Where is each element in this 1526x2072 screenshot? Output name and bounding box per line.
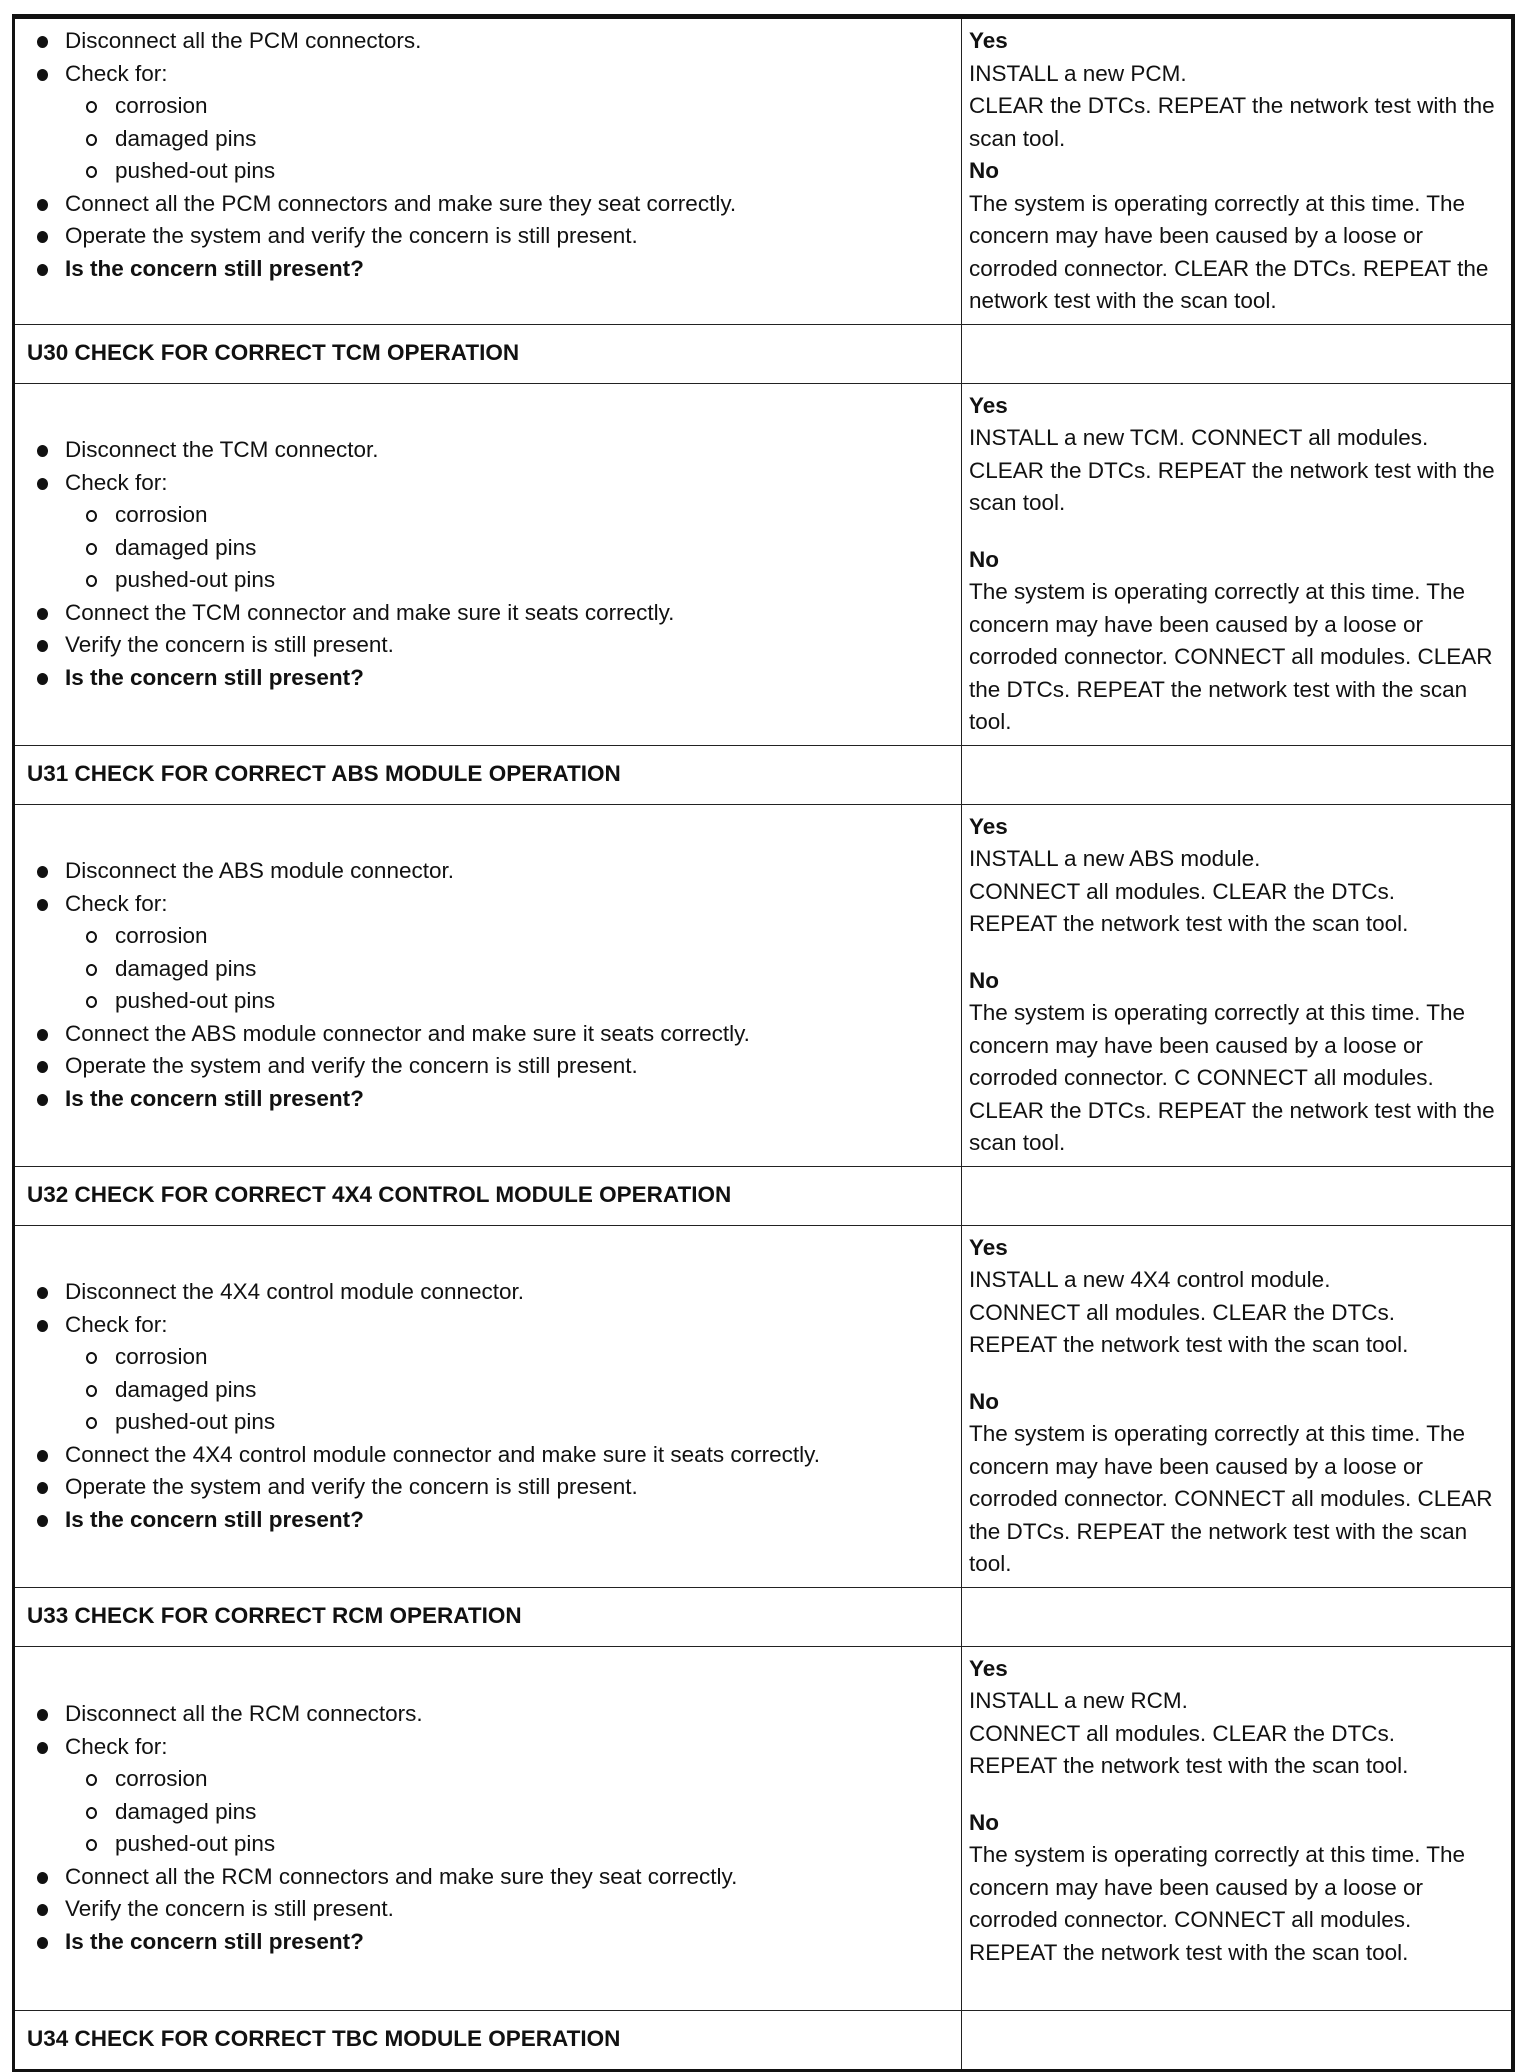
- step-question: Is the concern still present?: [35, 1926, 961, 1959]
- step-row: [14, 383, 1514, 745]
- section-title: U31 CHECK FOR CORRECT ABS MODULE OPERATION: [14, 745, 962, 804]
- step-row: [14, 804, 1514, 1166]
- step-question: Is the concern still present?: [35, 253, 961, 286]
- check-sub-bullet: corrosion: [35, 1763, 961, 1796]
- step-bullet: Check for:: [35, 1731, 961, 1764]
- spacer: [969, 1362, 1505, 1386]
- yes-action: REPEAT the network test with the scan tool.: [969, 911, 1409, 936]
- check-sub-bullet: damaged pins: [35, 1796, 961, 1829]
- step-instructions: [14, 17, 962, 325]
- step-bullet: Operate the system and verify the concern is still present.: [35, 220, 961, 253]
- diagnostic-table: [12, 14, 1515, 2072]
- check-sub-bullet: pushed-out pins: [35, 985, 961, 1018]
- step-bullet: Connect all the RCM connectors and make sure they seat correctly.: [35, 1861, 961, 1894]
- check-sub-bullet: pushed-out pins: [35, 1828, 961, 1861]
- yes-action: INSTALL a new ABS module.: [969, 846, 1261, 871]
- step-bullet: Disconnect all the RCM connectors.: [35, 1698, 961, 1731]
- step-list: [35, 1698, 961, 1958]
- section-header-blank: [962, 1166, 1514, 1225]
- no-action: The system is operating correctly at this time. The concern may have been caused by a loose or corroded connector. CONNECT all modules. CLEAR the DTCs. REPEAT the network test with the scan tool.: [969, 579, 1493, 734]
- step-list: [35, 25, 961, 285]
- step-bullet: Check for:: [35, 888, 961, 921]
- check-sub-bullet: pushed-out pins: [35, 155, 961, 188]
- step-bullet: Operate the system and verify the concern is still present.: [35, 1050, 961, 1083]
- no-label: No: [969, 158, 999, 183]
- step-bullet: Check for:: [35, 58, 961, 91]
- step-question: Is the concern still present?: [35, 662, 961, 695]
- step-bullet: Disconnect the TCM connector.: [35, 434, 961, 467]
- step-list: [35, 1276, 961, 1536]
- result-actions: [962, 1646, 1514, 2010]
- section-header-row: [14, 2010, 1514, 2070]
- step-question: Is the concern still present?: [35, 1083, 961, 1116]
- check-sub-bullet: damaged pins: [35, 1374, 961, 1407]
- step-question: Is the concern still present?: [35, 1504, 961, 1537]
- check-sub-bullet: pushed-out pins: [35, 564, 961, 597]
- section-header-blank: [962, 2010, 1514, 2070]
- result-actions: [962, 17, 1514, 325]
- yes-action: REPEAT the network test with the scan tool.: [969, 1332, 1409, 1357]
- yes-action: CONNECT all modules. CLEAR the DTCs.: [969, 1299, 1395, 1325]
- spacer: [969, 941, 1505, 965]
- check-sub-bullet: corrosion: [35, 90, 961, 123]
- step-bullet: Connect the ABS module connector and make sure it seats correctly.: [35, 1018, 961, 1051]
- step-instructions: [14, 383, 962, 745]
- step-bullet: Verify the concern is still present.: [35, 629, 961, 662]
- step-row: [14, 1225, 1514, 1587]
- check-sub-bullet: corrosion: [35, 920, 961, 953]
- yes-label: Yes: [969, 813, 1008, 839]
- no-label: No: [969, 1388, 999, 1414]
- check-sub-bullet: corrosion: [35, 499, 961, 532]
- check-sub-bullet: damaged pins: [35, 953, 961, 986]
- step-row: [14, 17, 1514, 325]
- section-header-blank: [962, 324, 1514, 383]
- step-bullet: Operate the system and verify the concern is still present.: [35, 1471, 961, 1504]
- yes-action: REPEAT the network test with the scan tool.: [969, 1753, 1409, 1778]
- section-header-row: [14, 1166, 1514, 1225]
- step-bullet: Disconnect the 4X4 control module connector.: [35, 1276, 961, 1309]
- yes-label: Yes: [969, 1234, 1008, 1260]
- step-list: [35, 434, 961, 694]
- yes-action: INSTALL a new RCM.: [969, 1688, 1188, 1713]
- result-actions: [962, 1225, 1514, 1587]
- section-header-row: [14, 745, 1514, 804]
- section-header-blank: [962, 1587, 1514, 1646]
- section-header-blank: [962, 745, 1514, 804]
- step-bullet: Disconnect all the PCM connectors.: [35, 25, 961, 58]
- spacer: [969, 1783, 1505, 1807]
- section-title: U34 CHECK FOR CORRECT TBC MODULE OPERATION: [14, 2010, 962, 2070]
- yes-action: INSTALL a new 4X4 control module.: [969, 1267, 1331, 1292]
- step-bullet: Verify the concern is still present.: [35, 1893, 961, 1926]
- no-label: No: [969, 546, 999, 572]
- yes-action: INSTALL a new TCM. CONNECT all modules. CLEAR the DTCs. REPEAT the network test with the scan tool.: [969, 425, 1495, 515]
- check-sub-bullet: damaged pins: [35, 532, 961, 565]
- check-sub-bullet: corrosion: [35, 1341, 961, 1374]
- no-action: The system is operating correctly at this time. The concern may have been caused by a loose or corroded connector. CONNECT all modules. CLEAR the DTCs. REPEAT the network test with the scan tool.: [969, 1421, 1493, 1576]
- section-header-row: [14, 1587, 1514, 1646]
- yes-action: CLEAR the DTCs. REPEAT the network test with the scan tool.: [969, 93, 1495, 151]
- no-label: No: [969, 1809, 999, 1835]
- yes-action: INSTALL a new PCM.: [969, 60, 1187, 86]
- yes-action: CONNECT all modules. CLEAR the DTCs.: [969, 878, 1395, 904]
- step-instructions: [14, 804, 962, 1166]
- no-label: No: [969, 967, 999, 993]
- section-header-row: [14, 324, 1514, 383]
- yes-label: Yes: [969, 1655, 1008, 1681]
- result-actions: [962, 383, 1514, 745]
- result-actions: [962, 804, 1514, 1166]
- yes-action: CONNECT all modules. CLEAR the DTCs.: [969, 1720, 1395, 1746]
- check-sub-bullet: pushed-out pins: [35, 1406, 961, 1439]
- check-sub-bullet: damaged pins: [35, 123, 961, 156]
- step-row: [14, 1646, 1514, 2010]
- section-title: U33 CHECK FOR CORRECT RCM OPERATION: [14, 1587, 962, 1646]
- yes-label: Yes: [969, 392, 1008, 418]
- step-list: [35, 855, 961, 1115]
- step-bullet: Connect the TCM connector and make sure it seats correctly.: [35, 597, 961, 630]
- step-instructions: [14, 1646, 962, 2010]
- step-bullet: Disconnect the ABS module connector.: [35, 855, 961, 888]
- step-bullet: Connect all the PCM connectors and make sure they seat correctly.: [35, 188, 961, 221]
- no-action: The system is operating correctly at this time. The concern may have been caused by a loose or corroded connector. CLEAR the DTCs. REPEAT the network test with the scan tool.: [969, 190, 1489, 313]
- section-title: U32 CHECK FOR CORRECT 4X4 CONTROL MODULE OPERATION: [14, 1166, 962, 1225]
- no-action: The system is operating correctly at this time. The concern may have been caused by a loose or corroded connector. C CONNECT all modules. CLEAR the DTCs. REPEAT the network test with the scan tool.: [969, 1000, 1495, 1155]
- step-bullet: Check for:: [35, 467, 961, 500]
- step-instructions: [14, 1225, 962, 1587]
- step-bullet: Check for:: [35, 1309, 961, 1342]
- yes-label: Yes: [969, 28, 1008, 53]
- step-bullet: Connect the 4X4 control module connector and make sure it seats correctly.: [35, 1439, 961, 1472]
- no-action: The system is operating correctly at this time. The concern may have been caused by a loose or corroded connector. CONNECT all modules. REPEAT the network test with the scan tool.: [969, 1842, 1466, 1965]
- section-title: U30 CHECK FOR CORRECT TCM OPERATION: [14, 324, 962, 383]
- spacer: [969, 520, 1505, 544]
